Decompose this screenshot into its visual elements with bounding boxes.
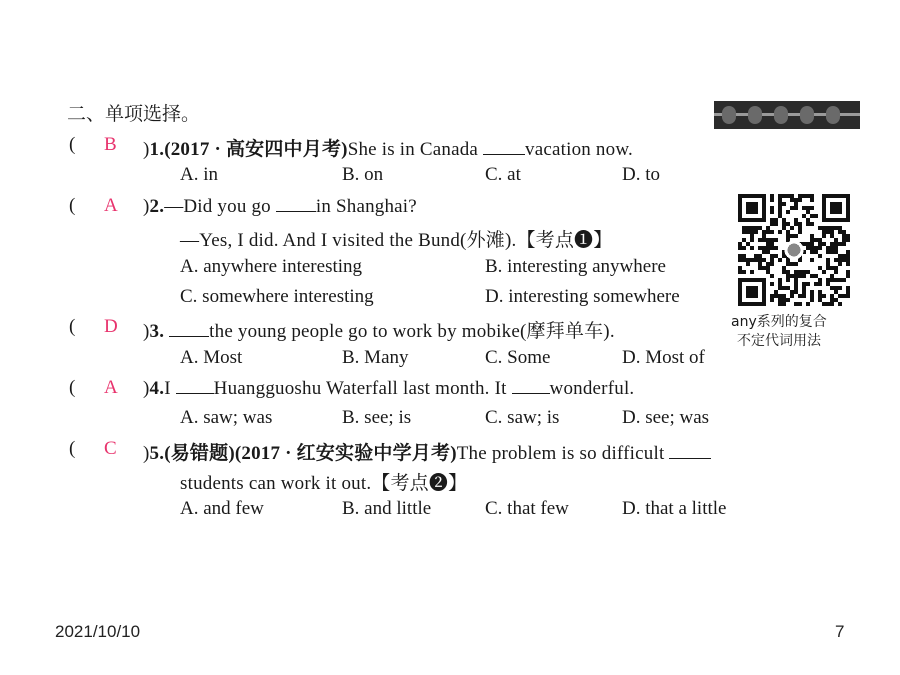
q3-option-d: D. Most of (622, 347, 705, 368)
q5-answer-paren: ( (69, 438, 76, 459)
q5-text-before: The problem is so difficult (456, 443, 665, 464)
q2-option-c: C. somewhere interesting (180, 286, 374, 307)
qr-code-image (738, 194, 850, 306)
q5-option-b: B. and little (342, 498, 432, 519)
q5-source: (易错题)(2017 · 红安实验中学月考) (164, 443, 457, 464)
decorative-banner-image (714, 101, 860, 129)
q1-source: (2017 · 高安四中月考) (164, 139, 348, 160)
q4-blank-1 (176, 377, 214, 394)
q3-option-a: A. Most (180, 347, 243, 368)
q3-option-c: C. Some (485, 347, 551, 368)
q2-option-d: D. interesting somewhere (485, 286, 680, 307)
q2-option-b: B. interesting anywhere (485, 256, 666, 277)
q3-number: 3. (149, 321, 165, 342)
q1-option-b: B. on (342, 164, 384, 185)
q3-text-after: the young people go to work by mobike(摩拜单车). (209, 321, 615, 342)
q2-blank (276, 195, 316, 212)
q5-option-a: A. and few (180, 498, 264, 519)
q5-option-d: D. that a little (622, 498, 727, 519)
q4-text-mid: Huangguoshu Waterfall last month. It (213, 378, 507, 399)
q1-blank (483, 138, 525, 155)
q1-stem: )1.(2017 · 高安四中月考)She is in Canada vacation now. (143, 139, 633, 160)
q1-option-a: A. in (180, 164, 218, 185)
q5-stem: )5.(易错题)(2017 · 红安实验中学月考)The problem is so difficult (143, 438, 711, 465)
q4-number: 4. (149, 378, 165, 399)
q5-answer: C (104, 438, 117, 459)
q1-option-d: D. to (622, 164, 660, 185)
q4-answer-paren: ( (69, 377, 76, 398)
q3-blank (169, 320, 209, 337)
qr-caption-line-1: any系列的复合 (731, 314, 827, 330)
q2-answer-paren: ( (69, 195, 76, 216)
q5-blank (669, 442, 711, 459)
q2-line1-after: in Shanghai? (315, 196, 417, 217)
q3-option-b: B. Many (342, 347, 409, 368)
footer-date: 2021/10/10 (55, 622, 141, 641)
q4-option-b: B. see; is (342, 407, 412, 428)
q1-answer-paren: ( (69, 134, 76, 155)
q1-number: 1. (149, 139, 165, 160)
q4-option-d: D. see; was (622, 407, 710, 428)
footer-page-number: 7 (835, 622, 845, 641)
q3-answer-paren: ( (69, 316, 76, 337)
q5-line2: students can work it out.【考点❷】 (180, 473, 468, 494)
q4-answer: A (104, 377, 118, 398)
q4-option-c: C. saw; is (485, 407, 560, 428)
q1-option-c: C. at (485, 164, 521, 185)
q5-option-c: C. that few (485, 498, 569, 519)
q2-line2: —Yes, I did. And I visited the Bund(外滩).【考点❶】 (180, 230, 613, 251)
q1-answer: B (104, 134, 117, 155)
qr-caption-line-2: 不定代词用法 (737, 333, 821, 349)
q2-number: 2. (149, 196, 165, 217)
q3-stem: )3. the young people go to work by mobike(摩拜单车). (143, 321, 615, 342)
q4-text-after: wonderful. (549, 378, 635, 399)
q4-stem: )4.I Huangguoshu Waterfall last month. It wonderful. (143, 378, 635, 399)
q2-stem: )2.—Did you go in Shanghai? (143, 196, 417, 217)
q3-answer: D (104, 316, 118, 337)
q4-blank-2 (512, 377, 550, 394)
section-title: 二、单项选择。 (67, 103, 201, 125)
q2-line1-before: —Did you go (164, 196, 271, 217)
q1-text-before: She is in Canada (347, 139, 479, 160)
q4-option-a: A. saw; was (180, 407, 273, 428)
q2-option-a: A. anywhere interesting (180, 256, 363, 277)
q4-text-before: I (164, 378, 171, 399)
q5-number: 5. (149, 443, 165, 464)
q1-text-after: vacation now. (525, 139, 633, 160)
q2-answer: A (104, 195, 118, 216)
